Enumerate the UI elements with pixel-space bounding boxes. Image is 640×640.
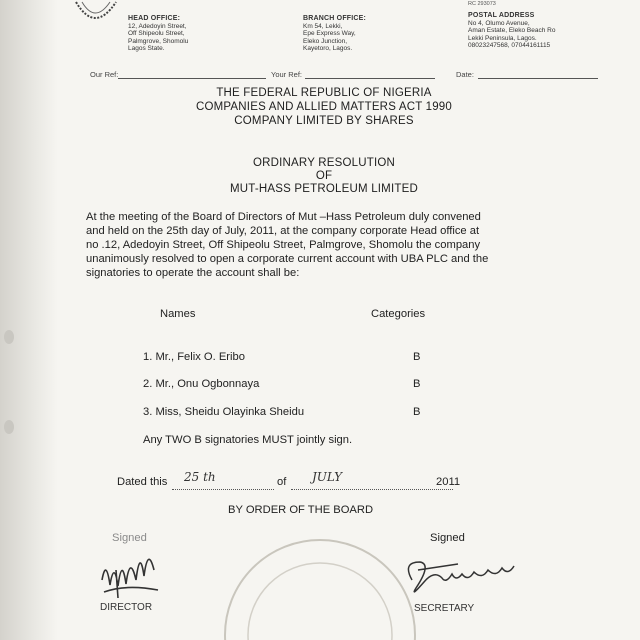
- head-office-block: HEAD OFFICE: 12, Adedoyin Street, Off Shipeolu Street, Palmgrove, Shomolu Lagos State.: [128, 15, 189, 52]
- dated-day-handwritten: 25 th: [184, 470, 216, 484]
- signatory-category: B: [413, 378, 421, 390]
- your-ref-label: Your Ref:: [271, 70, 302, 79]
- branch-office-block: BRANCH OFFICE: Km 54, Lekki, Epe Express Way, Eleko Junction, Kayetoro, Lagos.: [303, 15, 367, 52]
- names-header: Names: [160, 308, 196, 320]
- punch-hole: [4, 330, 14, 344]
- date-line: [478, 78, 598, 79]
- resolution-paragraph-line: At the meeting of the Board of Directors of Mut –Hass Petroleum duly convened: [86, 211, 481, 223]
- signatory-name: 3. Miss, Sheidu Olayinka Sheidu: [143, 406, 305, 418]
- dated-label: Dated this: [117, 476, 168, 488]
- company-stamp: [220, 525, 420, 640]
- categories-header: Categories: [371, 308, 426, 320]
- rc-number: RC 293073: [468, 1, 496, 7]
- director-role: DIRECTOR: [100, 602, 153, 613]
- dated-month-handwritten: JULY: [312, 470, 343, 484]
- company-name: MUT-HASS PETROLEUM LIMITED: [230, 183, 418, 195]
- our-ref-label: Our Ref:: [90, 70, 119, 79]
- resolution-title: ORDINARY RESOLUTION: [252, 157, 396, 169]
- resolution-paragraph-line: unanimously resolved to open a corporate current account with UBA PLC and the: [86, 253, 489, 265]
- resolution-paragraph-line: and held on the 25th day of July, 2011, at the company corporate Head office at: [86, 225, 480, 237]
- secretary-role: SECRETARY: [414, 603, 475, 614]
- director-signed-label: Signed: [112, 532, 147, 544]
- dated-of-label: of: [277, 476, 287, 488]
- our-ref-line: [118, 78, 266, 79]
- signatory-category: B: [413, 351, 421, 363]
- resolution-paragraph-line: no .12, Adedoyin Street, Off Shipeolu Street, Palmgrove, Shomolu the company: [86, 239, 481, 251]
- heading-line-2: COMPANIES AND ALLIED MATTERS ACT 1990: [195, 101, 452, 113]
- heading-line-3: COMPANY LIMITED BY SHARES: [234, 115, 414, 127]
- signatory-name: 1. Mr., Felix O. Eribo: [143, 351, 245, 363]
- heading-line-1: THE FEDERAL REPUBLIC OF NIGERIA: [216, 87, 432, 99]
- resolution-of: OF: [315, 170, 333, 182]
- your-ref-line: [305, 78, 435, 79]
- resolution-paragraph-line: signatories to operate the account shall be:: [86, 267, 300, 279]
- postal-address-block: POSTAL ADDRESS No 4, Olumo Avenue, Aman Estate, Eleko Beach Ro Lekki Peninsula, Lagos. 08023247568, 07044161115: [468, 12, 556, 49]
- director-signature: [96, 540, 166, 602]
- signatory-category: B: [413, 406, 421, 418]
- date-label: Date:: [456, 70, 474, 79]
- board-order: BY ORDER OF THE BOARD: [228, 504, 374, 516]
- secretary-signature: [398, 552, 528, 602]
- punch-hole: [4, 420, 14, 434]
- company-seal-logo: [72, 0, 118, 34]
- joint-sign-note: Any TWO B signatories MUST jointly sign.: [143, 434, 353, 446]
- secretary-signed-label: Signed: [430, 532, 465, 544]
- dated-year: 2011: [436, 476, 461, 488]
- signatory-name: 2. Mr., Onu Ogbonnaya: [143, 378, 260, 390]
